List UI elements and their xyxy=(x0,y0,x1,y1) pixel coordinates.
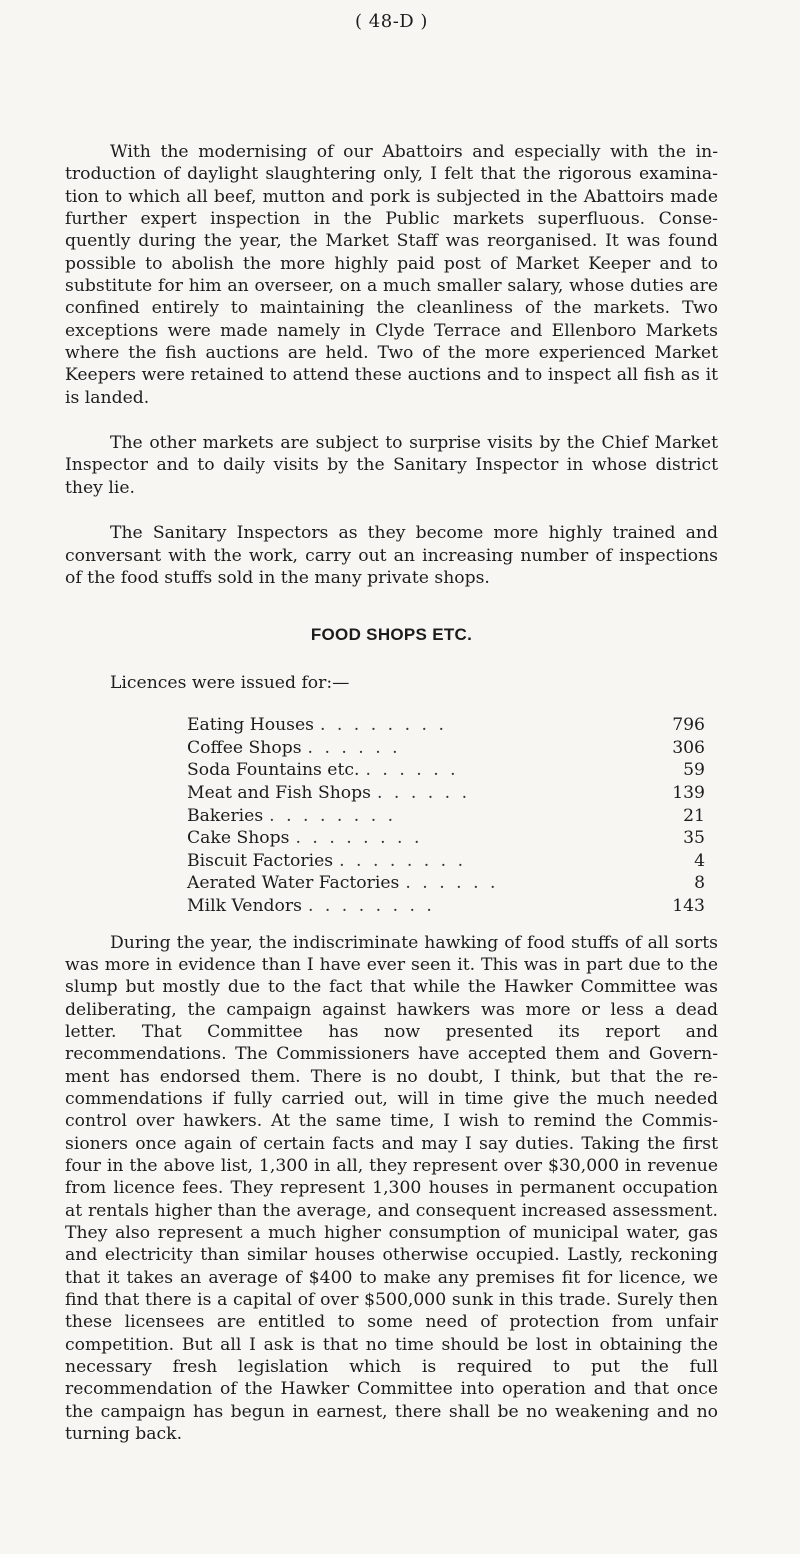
dot-leader: . . . . . . . . xyxy=(295,828,423,849)
licence-name: Soda Fountains etc. xyxy=(187,760,360,781)
licence-count: 796 xyxy=(672,715,705,736)
licence-name: Cake Shops xyxy=(187,828,290,849)
page-number: ( 48-D ) xyxy=(355,11,428,32)
licence-row xyxy=(187,827,705,850)
dot-leader: . . . . . . . . xyxy=(339,850,467,871)
paragraph-sanitary-inspectors: The Sanitary Inspectors as they become more highly trained and conversant with the work, carry out an increasing number of inspections of the food stuffs sold in the many private shops. xyxy=(65,523,718,588)
licence-row xyxy=(187,850,705,873)
licence-name: Meat and Fish Shops xyxy=(187,782,371,803)
licence-name: Milk Vendors xyxy=(187,895,302,916)
licence-name: Coffee Shops xyxy=(187,737,302,758)
licence-row xyxy=(187,805,705,828)
dot-leader: . . . . . . . . xyxy=(269,805,397,826)
dot-leader: . . . . . . xyxy=(405,873,499,894)
section-heading: FOOD SHOPS ETC. xyxy=(310,625,473,645)
dot-leader: . . . . . . xyxy=(365,760,459,781)
licence-count: 306 xyxy=(672,737,705,758)
paragraph-market-inspections: The other markets are subject to surprise visits by the Chief Market Inspector and to daily visits by the Sanitary Inspector in whose district they lie. xyxy=(65,433,718,498)
paragraph-abattoirs: With the modernising of our Abattoirs and especially with the in-troduction of daylight slaughtering only, I felt that the rigorous examina-tion to which all beef, mutton and pork is subjected in the Abattoirs made further expert inspection in the Public markets superfluous. Conse-quently during the year, the Market Staff was reorganised. It was found possible to abolish the more highly paid post of Market Keeper and to substitute for him an overseer, on a much smaller salary, whose duties are confined entirely to maintaining the cleanliness of the markets. Two exceptions were made namely in Clyde Terrace and Ellenboro Markets where the fish auctions are held. Two of the more experienced Market Keepers were retained to attend these auctions and to inspect all fish as it is landed. xyxy=(65,142,718,408)
licence-count: 143 xyxy=(672,895,705,916)
paragraph-hawkers: During the year, the indiscriminate hawking of food stuffs of all sorts was more in evidence than I have ever seen it. This was in part due to the slump but mostly due to the fact that while the Hawker Committee was deliberating, the campaign against hawkers was more or less a dead letter. That Committee has now presented its report and recommendations. The Commissioners have accepted them and Govern-ment has endorsed them. There is no doubt, I think, but that the re-commendations if fully carried out, will in time give the much needed control over hawkers. At the same time, I wish to remind the Commis-sioners once again of certain facts and may I say duties. Taking the first four in the above list, 1,300 in all, they represent over $30,000 in revenue from licence fees. They represent 1,300 houses in permanent occupation at rentals higher than the average, and consequent increased assessment. They also represent a much higher consumption of municipal water, gas and electricity than similar houses otherwise occupied. Lastly, reckoning that it takes an average of $400 to make any premises fit for licence, we find that there is a capital of over $500,000 sunk in this trade. Surely then these licensees are entitled to some need of protection from unfair competition. But all I ask is that no time should be lost in obtaining the necessary fresh legislation which is required to put the full recommendation of the Hawker Committee into operation and that once the campaign has begun in earnest, there shall be no weakening and no turning back. xyxy=(65,932,718,1445)
licences-intro: Licences were issued for:— xyxy=(110,673,350,694)
licence-row xyxy=(187,737,705,760)
licence-row xyxy=(187,872,705,895)
licence-row xyxy=(187,759,705,782)
licence-name: Eating Houses xyxy=(187,715,314,736)
licence-row xyxy=(187,895,705,918)
dot-leader: . . . . . . . . xyxy=(307,895,435,916)
dot-leader: . . . . . . xyxy=(376,782,471,803)
licence-name: Aerated Water Factories xyxy=(187,873,400,894)
paragraph-gap xyxy=(65,409,718,432)
licence-list xyxy=(187,714,705,917)
licence-count: 8 xyxy=(694,873,705,894)
licence-count: 4 xyxy=(694,850,705,871)
licence-row xyxy=(187,714,705,737)
licence-count: 139 xyxy=(672,782,705,803)
licence-count: 59 xyxy=(683,760,705,781)
licence-count: 21 xyxy=(683,805,705,826)
paragraph-gap xyxy=(65,499,718,522)
licence-row xyxy=(187,782,705,805)
licence-name: Biscuit Factories xyxy=(187,850,334,871)
licence-count: 35 xyxy=(683,828,705,849)
dot-leader: . . . . . . . . xyxy=(319,715,447,736)
licence-name: Bakeries xyxy=(187,805,264,826)
dot-leader: . . . . . . xyxy=(307,737,401,758)
